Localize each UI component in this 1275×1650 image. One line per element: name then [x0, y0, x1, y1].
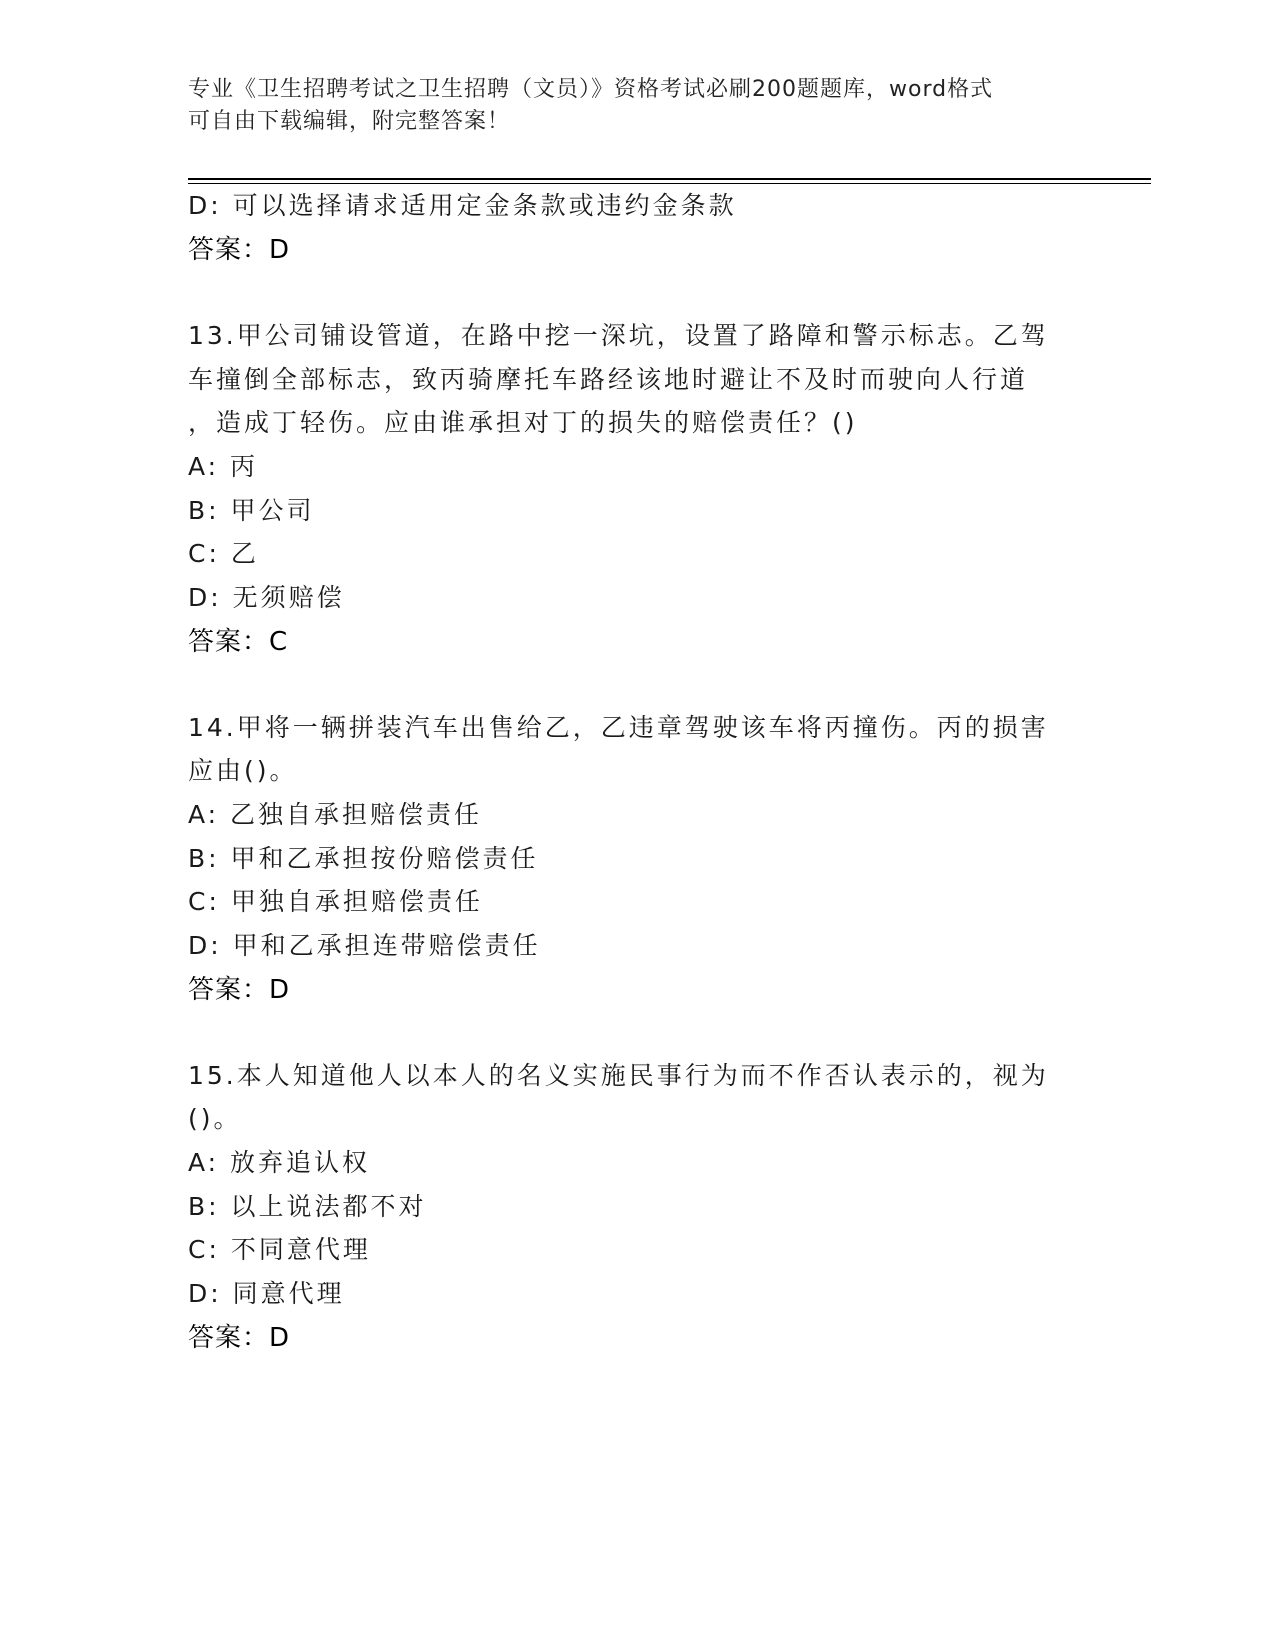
question-stem-line: ()。 [188, 1104, 242, 1133]
document-header [188, 74, 1088, 138]
option-c: C: 不同意代理 [188, 1235, 371, 1264]
option-b: B: 甲和乙承担按份赔偿责任 [188, 844, 539, 873]
question-stem-line: 13.甲公司铺设管道，在路中挖一深坑，设置了路障和警示标志。乙驾 [188, 321, 1049, 350]
header-divider-thin [188, 183, 1151, 184]
question-stem-line: 15.本人知道他人以本人的名义实施民事行为而不作否认表示的，视为 [188, 1061, 1049, 1090]
question-stem-line: ，造成丁轻伤。应由谁承担对丁的损失的赔偿责任？() [188, 408, 858, 437]
option-a: A: 丙 [188, 452, 259, 481]
question-stem-line: 14.甲将一辆拼装汽车出售给乙，乙违章驾驶该车将丙撞伤。丙的损害 [188, 713, 1049, 742]
option-d: D: 同意代理 [188, 1279, 345, 1308]
option-a: A: 乙独自承担赔偿责任 [188, 800, 483, 829]
answer: 答案：D [188, 975, 291, 1005]
question-stem-line: 车撞倒全部标志，致丙骑摩托车路经该地时避让不及时而驶向人行道 [188, 365, 1029, 394]
header-line-2: 可自由下载编辑，附完整答案！ [188, 109, 511, 134]
option-c: C: 甲独自承担赔偿责任 [188, 887, 483, 916]
answer: 答案：D [188, 1323, 291, 1353]
prev-answer: 答案：D [188, 235, 291, 265]
header-divider-thick [188, 178, 1151, 180]
option-c: C: 乙 [188, 539, 259, 568]
option-a: A: 放弃追认权 [188, 1148, 371, 1177]
question-stem-line: 应由()。 [188, 756, 298, 785]
option-b: B: 甲公司 [188, 496, 315, 525]
option-b: B: 以上说法都不对 [188, 1192, 427, 1221]
header-line-1: 专业《卫生招聘考试之卫生招聘（文员）》资格考试必刷200题题库，word格式 [188, 77, 994, 102]
answer: 答案：C [188, 627, 289, 657]
option-d: D: 无须赔偿 [188, 583, 345, 612]
prev-option-d: D: 可以选择请求适用定金条款或违约金条款 [188, 191, 737, 220]
option-d: D: 甲和乙承担连带赔偿责任 [188, 931, 541, 960]
